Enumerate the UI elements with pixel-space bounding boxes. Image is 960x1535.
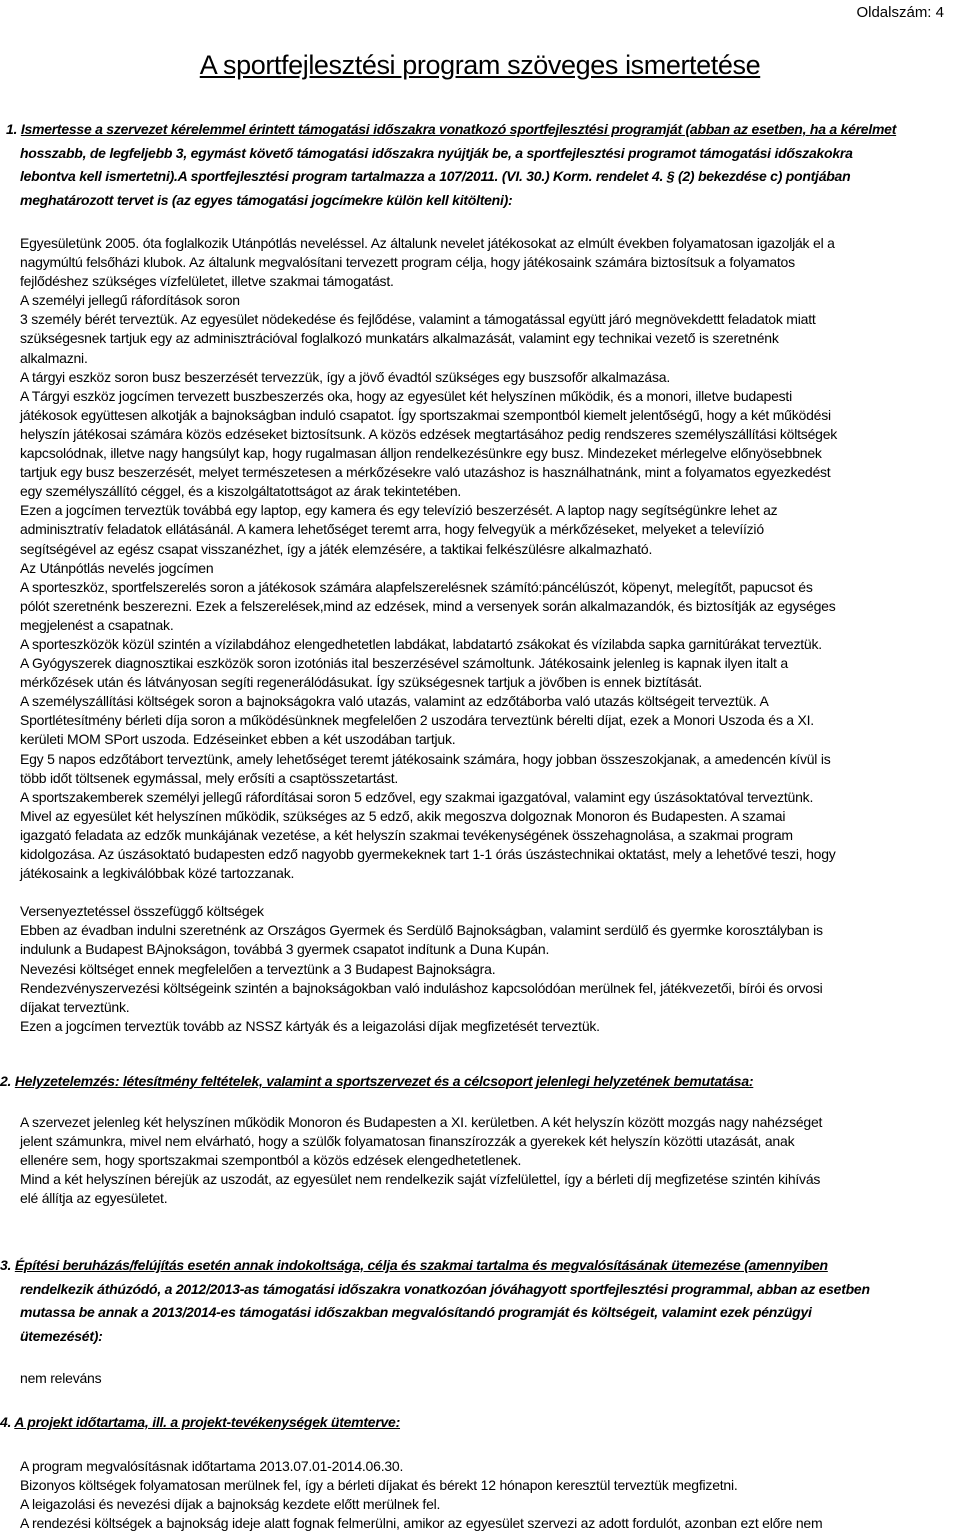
body-line: megjelenést a csapatnak. [20,616,174,633]
body-line: szükségesnek tartjuk egy az adminisztrációval foglalkozó munkatárs alkalmazását, valamint egy technikai vezető is szeretnénk [20,330,779,347]
body-line: A Gyógyszerek diagnosztikai eszközök soron izotóniás ital beszerzésével számoltunk. Játékosaink jelenleg is kapnak ilyen italt a [20,655,788,672]
heading-line: meghatározott tervet is (az egyes támogatási jogcímekre külön kell kitölteni): [20,191,513,208]
body-line: 3 személy bérét terveztük. Az egyesület nödekedése és fejlődése, valamint a támogatással együtt járó megnövekdettt feladatok miatt [20,311,816,328]
body-line: A sportszakemberek személyi jellegű ráfordításai soron 5 edzővel, egy szakmai igazgatóval, valamint egy úszásoktatóval terveztünk. [20,788,814,805]
body-line: indulunk a Budapest BAjnokságon, továbbá 3 gyermek csapatot indítunk a Duna Kupán. [20,941,550,958]
body-line: A sporteszköz, sportfelszerelés soron a játékosok számára alapfelszerelésnek számító:páncélúszót, köpenyt, melegítőt, papucsot és [20,578,813,595]
body-line: Az Utánpótlás nevelés jogcímen [20,559,214,576]
body-line: elé állítja az egyesületet. [20,1190,168,1207]
body-line: A személyszállítási költségek soron a bajnokságokra való utazás, valamint az edzőtáborba való utazás költségeit terveztük. A [20,693,769,710]
body-line: alkalmazni. [20,349,88,366]
heading-line: hosszabb, de legfeljebb 3, egymást követő támogatási időszakra nyújtják be, a sportfejlesztési programot támogatási időszakokra [20,144,853,161]
body-line: kidolgozása. Az úszásoktató budapesten edző nagyobb gyermekeknek tart 1-1 órás úszástechnikai oktatást, mely a lehetővé teszi, hogy [20,846,836,862]
heading-line: 1. Ismertesse a szervezet kérelemmel érintett támogatási időszakra vonatkozó sportfejlesztési programját (abban az esetben, ha a kérelmet [6,121,897,137]
page-title: A sportfejlesztési program szöveges ismertetése [199,50,761,80]
body-line: pólót szeretnénk beszerezni. Ezek a felszerelések,mind az edzések, mind a versenyek során alkalmazandók, és biztosítják az egységes [20,597,836,614]
body-line: Rendezvényszervezési költségeink szintén a bajnokságokban való induláshoz kapcsolódóan merülnek fel, játékvezetői, bírói és orvosi [20,979,823,996]
body-line [20,883,960,902]
body-line: A szervezet jelenleg két helyszínen működik Monoron és Budapesten a XI. kerületben. A két helyszín között mozgás nagy nahézséget [20,1114,823,1130]
body-line: nem releváns [20,1370,102,1386]
body-line: Mivel az egyesület két helyszínen működik, szükséges az 5 edző, akik megoszva dolgoznak Monoron és Budapesten. A szamai [20,807,786,824]
body-line: A sporteszközök közül szintén a vízilabdához elengedhetetlen labdákat, labdatartó zsákokat és vízilabda sapka garnitúrákat terveztük. [20,635,822,652]
body-line: kapcsolódnak, illetve nagy hangsúlyt kap, hogy rugalmasan álljon rendelkezésünkre egy busz. Mindezeket mérlegelve előnyösebbnek [20,445,822,462]
body-line: Mind a két helyszínen bérejük az uszodát, az egyesület nem rendelkezik saját vízfelülettel, így a bérleti díj megfizetése szintén kihívás [20,1171,821,1188]
heading-line: rendelkezik áthúzódó, a 2012/2013-as támogatási időszakra vonatkozóan jóváhagyott sportfejlesztési programmal, abban az esetben [20,1280,870,1297]
section-4-heading [0,1411,960,1435]
body-line: mérkőzések után és látványosan segíti regenerálódásukat. Így szükségesnek tartjuk a jövőben is ennek biztítását. [20,674,702,691]
heading-line: 4. A projekt időtartama, ill. a projekt-tevékenységek ütemterve: [0,1414,401,1430]
body-line: nagymúltú felsőházi klubok. Az általunk megvalósítani tervezett program célja, hogy játékosaink számára biztosítsuk a folyamatos [20,254,795,271]
body-line: játékosaink a legkiválóbbak közé tartozzanak. [20,865,295,882]
heading-line: 3. Építési beruházás/felújítás esetén annak indokoltsága, célja és szakmai tartalma és megvalósításának ütemezése (amennyiben [0,1257,828,1273]
body-line: jelent számunkra, mivel nem elvárható, hogy a szülők folyamatosan finanszírozzák a gyerekek két helyszín közötti utazását, anak [20,1133,795,1150]
body-line: A program megvalósításnak időtartama 2013.07.01-2014.06.30. [20,1458,404,1474]
body-line: Ebben az évadban indulni szeretnénk az Országos Gyermek és Serdülő Bajnokságban, valamint serdülő és gyermke korosztályban is [20,922,823,939]
body-line: Ezen a jogcímen terveztük továbbá egy laptop, egy kamera és egy televízió beszerzését. A laptop nagy segítségünkre lehet az [20,502,778,519]
body-line: adminisztratív feladatok ellátásánál. A kamera lehetőséget teremt arra, hogy felvegyük a mérkőzéseket, melyeket a televíízió [20,521,764,538]
body-line: Ezen a jogcímen terveztük tovább az NSSZ kártyák és a leigazolási díjak megfizetését terveztük. [20,1017,600,1034]
body-line: A tárgyi eszköz soron busz beszerzését tervezzük, így a jövő évadtól szükséges egy buszsofőr alkalmazása. [20,368,671,385]
body-line: több időt töltsenek egymással, mely erősíti a csaptösszetartást. [20,769,399,786]
section-4-body [20,1457,960,1533]
body-line: helyszín játékosai számára közös edzéseket biztosítsunk. A közös edzések megtartásához pedig rendszeres személyszállítási költségek [20,425,838,442]
page-number: Oldalszám: 4 [856,4,944,21]
body-line: kerületi MOM SPort uszoda. Edzéseinket ebben a két uszodában tartjuk. [20,731,456,748]
body-line: Versenyeztetéssel összefüggő költségek [20,903,264,920]
body-line: A Tárgyi eszköz jogcímen tervezett buszbeszerzés oka, hogy az egyesület két helyszínen működik, és a monori, illetve budapesti [20,387,792,404]
body-line: segítségével az egész csapat visszanézhet, így a játék elemzésére, a taktikai felkészülésre alkalmazható. [20,540,653,557]
heading-line: mutassa be annak a 2013/2014-es támogatási időszakban megvalósítandó programját és költségeit, valamint ezek pénzügyi [20,1304,812,1321]
section-2-heading [0,1070,960,1094]
body-line: fejlődéshez szükséges vízfelületet, illetve szakmai támogatást. [20,273,394,290]
body-line: Egy 5 napos edzőtábort terveztünk, amely lehetőséget teremt játékosaink számára, hogy jobban összeszokjanak, a amedencén kívül is [20,750,831,767]
section-1-heading [0,118,960,212]
heading-line: lebontva kell ismertetni).A sportfejlesztési program tartalmazza a 107/2011. (VI. 30.) Korm. rendelet 4. § (2) bekezdése c) pontjában [20,168,851,185]
body-line: A személyi jellegű ráfordítások soron [20,292,240,309]
heading-line: 2. Helyzetelemzés: létesítmény feltételek, valamint a sportszervezet és a célcsoport jelenlegi helyzetének bemutatása: [0,1073,754,1089]
section-2-body [20,1113,960,1208]
section-1-body [20,234,960,1036]
body-line: igazgató feladata az edzők munkájának vezetése, a két helyszín szakmai tevékenységének összehagnolása, a szakmai program [20,826,793,843]
heading-line: ütemezését): [20,1327,103,1344]
body-line: Sportlétesítmény bérleti díja soron a működésünknek megfelelően 2 uszodára terveztünk bérelti díjat, ezek a Monori Uszoda és a XI. [20,712,814,729]
body-line: Nevezési költséget ennek megfelelően a terveztünk a 3 Budapest Bajnokságra. [20,960,496,977]
body-line: A leigazolási és nevezési díjak a bajnokság kezdete előtt merülnek fel. [20,1496,441,1513]
body-line: A rendezési költségek a bajnokság ideje alatt fognak felmerülni, amikor az egyesület szervezi az adott fordulót, azonban ezt előre nem [20,1515,823,1532]
body-line: Bizonyos költségek folyamatosan merülnek fel, így a bérleti díjakat és bérekt 12 hónapon keresztül terveztük megfizetni. [20,1477,738,1494]
body-line: játékosok együttesen alkotják a bajnokságban induló csapatot. Így sportszakmai szempontból kiemelt jelentőségű, hogy a két működési [20,406,831,423]
body-line: díjakat terveztünk. [20,998,130,1015]
body-line: tartjuk egy busz beszerzését, melyet természetesen a mérkőzésekre való utazáshoz is használhatnánk, mint a folyamatos egyezkedést [20,464,831,481]
body-line: ellenére sem, hogy sportszakmai szempontból a közös edzések elengedhetetlenek. [20,1152,522,1169]
body-line: Egyesületünk 2005. óta foglalkozik Utánpótlás neveléssel. Az általunk nevelet játékosokat az elmúlt években folyamatosan igazolják el a [20,235,835,251]
section-3-body [20,1369,960,1388]
section-3-heading [0,1254,960,1348]
body-line: egy személyszállító céggel, és a kiszolgáltatottságot az árak tekintetében. [20,483,462,500]
